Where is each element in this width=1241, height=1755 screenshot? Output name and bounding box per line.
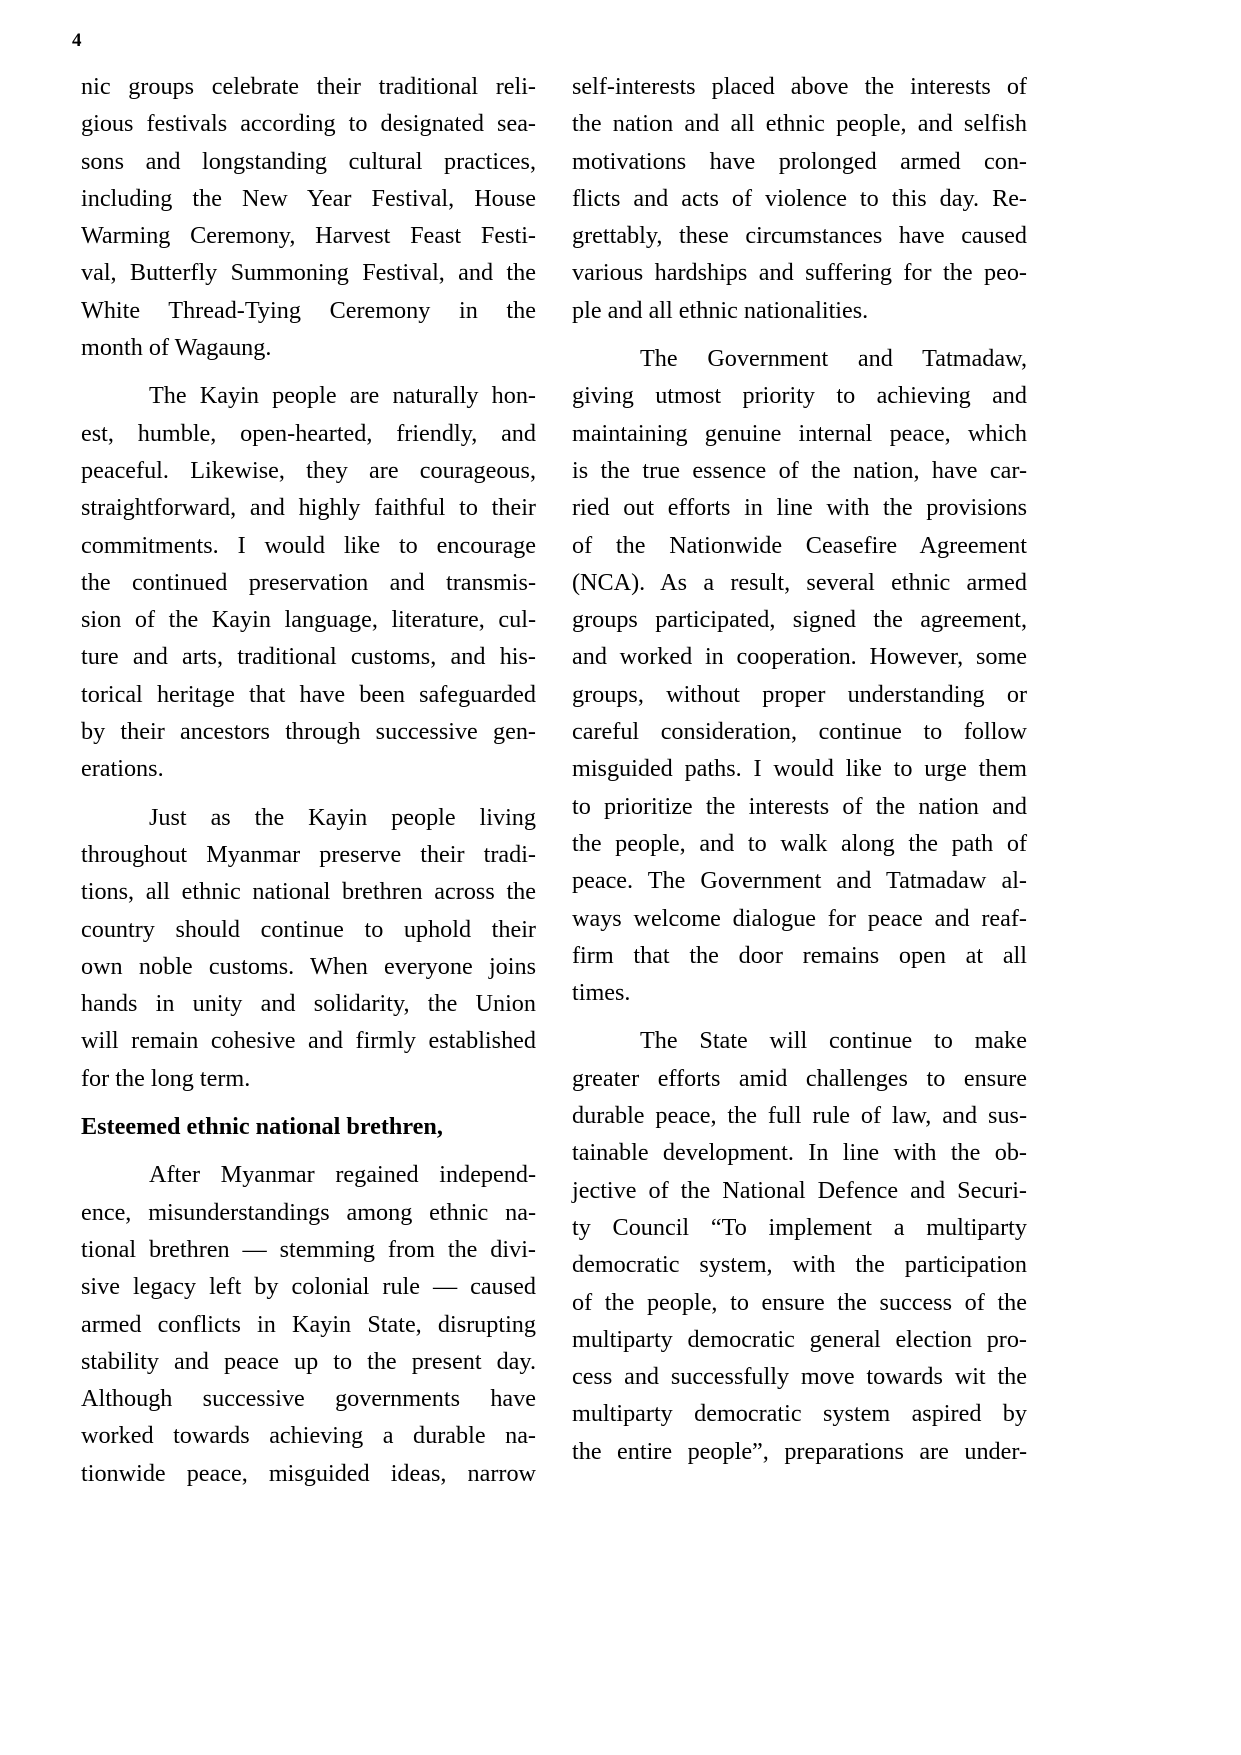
right-column bbox=[572, 68, 1027, 1481]
text-line: sons and longstanding cultural practices, bbox=[81, 147, 536, 175]
text-line: of the Nationwide Ceasefire Agreement bbox=[572, 531, 1027, 559]
text-line: worked towards achieving a durable na- bbox=[81, 1422, 536, 1450]
text-line: the entire people”, preparations are under- bbox=[572, 1437, 1027, 1465]
text-line: various hardships and suffering for the peo- bbox=[572, 259, 1027, 287]
text-line: democratic system, with the participation bbox=[572, 1251, 1027, 1279]
heading-text: Esteemed ethnic national brethren, bbox=[81, 1113, 443, 1141]
text-line: is the true essence of the nation, have car- bbox=[572, 456, 1027, 484]
text-line: the people, and to walk along the path of bbox=[572, 829, 1027, 857]
text-line: sion of the Kayin language, literature, cul- bbox=[81, 606, 536, 634]
text-line: The Kayin people are naturally hon- bbox=[149, 382, 536, 410]
text-line: self-interests placed above the interests of bbox=[572, 73, 1027, 100]
text-line: multiparty democratic general election pro- bbox=[572, 1325, 1027, 1353]
text-line: est, humble, open-hearted, friendly, and bbox=[81, 419, 536, 447]
text-line: giving utmost priority to achieving and bbox=[572, 382, 1027, 410]
text-line: nic groups celebrate their traditional reli- bbox=[81, 73, 536, 100]
text-line: groups, without proper understanding or bbox=[572, 680, 1027, 708]
text-line: firm that the door remains open at all bbox=[572, 941, 1027, 969]
text-line: hands in unity and solidarity, the Union bbox=[81, 990, 536, 1018]
text-line: the continued preservation and transmis- bbox=[81, 568, 536, 596]
text-line: White Thread-Tying Ceremony in the bbox=[81, 296, 536, 324]
text-line: greater efforts amid challenges to ensure bbox=[572, 1064, 1027, 1092]
text-line: grettably, these circumstances have caused bbox=[572, 222, 1027, 250]
left-column bbox=[81, 68, 536, 1503]
text-line: month of Wagaung. bbox=[81, 334, 272, 362]
text-line: will remain cohesive and firmly established bbox=[81, 1027, 536, 1055]
text-line: tions, all ethnic national brethren across the bbox=[81, 878, 536, 906]
text-line: The Government and Tatmadaw, bbox=[640, 345, 1027, 373]
text-line: motivations have prolonged armed con- bbox=[572, 147, 1027, 175]
text-line: the nation and all ethnic people, and selfish bbox=[572, 110, 1027, 138]
text-line: flicts and acts of violence to this day. Re- bbox=[572, 184, 1027, 212]
text-line: sive legacy left by colonial rule — caused bbox=[81, 1273, 536, 1301]
text-line: for the long term. bbox=[81, 1064, 251, 1092]
text-line: maintaining genuine internal peace, which bbox=[572, 419, 1027, 447]
text-line: misguided paths. I would like to urge them bbox=[572, 755, 1027, 783]
section-heading bbox=[81, 1108, 536, 1145]
text-line: country should continue to uphold their bbox=[81, 915, 536, 943]
text-line: cess and successfully move towards wit the bbox=[572, 1363, 1027, 1391]
text-line: straightforward, and highly faithful to their bbox=[81, 494, 536, 522]
text-line: tional brethren — stemming from the divi- bbox=[81, 1235, 536, 1263]
text-line: throughout Myanmar preserve their tradi- bbox=[81, 840, 536, 868]
text-line: and worked in cooperation. However, some bbox=[572, 643, 1027, 671]
text-line: multiparty democratic system aspired by bbox=[572, 1400, 1027, 1428]
text-line: After Myanmar regained independ- bbox=[149, 1161, 536, 1189]
text-line: times. bbox=[572, 979, 631, 1007]
text-line: stability and peace up to the present day. bbox=[81, 1347, 536, 1375]
text-line: Warming Ceremony, Harvest Feast Festi- bbox=[81, 222, 536, 250]
text-line: tionwide peace, misguided ideas, narrow bbox=[81, 1459, 536, 1487]
text-line: including the New Year Festival, House bbox=[81, 184, 536, 212]
paragraph bbox=[81, 1156, 536, 1492]
text-line: of the people, to ensure the success of the bbox=[572, 1288, 1027, 1316]
text-line: ence, misunderstandings among ethnic na- bbox=[81, 1198, 536, 1226]
text-line: erations. bbox=[81, 755, 164, 783]
text-line: own noble customs. When everyone joins bbox=[81, 952, 536, 980]
paragraph bbox=[81, 377, 536, 787]
text-line: jective of the National Defence and Securi- bbox=[572, 1176, 1027, 1204]
paragraph bbox=[572, 68, 1027, 329]
text-line: peace. The Government and Tatmadaw al- bbox=[572, 867, 1027, 895]
text-line: peaceful. Likewise, they are courageous, bbox=[81, 456, 536, 484]
text-line: armed conflicts in Kayin State, disrupting bbox=[81, 1310, 536, 1338]
text-line: gious festivals according to designated sea- bbox=[81, 110, 536, 138]
text-line: careful consideration, continue to follow bbox=[572, 718, 1027, 746]
text-line: Just as the Kayin people living bbox=[149, 803, 536, 831]
text-line: groups participated, signed the agreement, bbox=[572, 606, 1027, 634]
text-line: ple and all ethnic nationalities. bbox=[572, 296, 869, 324]
text-line: commitments. I would like to encourage bbox=[81, 531, 536, 559]
text-line: ty Council “To implement a multiparty bbox=[572, 1213, 1027, 1241]
text-line: tainable development. In line with the ob- bbox=[572, 1139, 1027, 1167]
text-line: ture and arts, traditional customs, and his- bbox=[81, 643, 536, 671]
text-line: ried out efforts in line with the provisions bbox=[572, 494, 1027, 522]
paragraph bbox=[572, 1022, 1027, 1470]
text-line: ways welcome dialogue for peace and reaf- bbox=[572, 904, 1027, 932]
text-line: durable peace, the full rule of law, and sus- bbox=[572, 1102, 1027, 1130]
text-line: torical heritage that have been safeguarded bbox=[81, 680, 536, 708]
text-line: by their ancestors through successive gen- bbox=[81, 718, 536, 746]
text-line: The State will continue to make bbox=[640, 1027, 1027, 1055]
text-line: (NCA). As a result, several ethnic armed bbox=[572, 568, 1027, 596]
paragraph bbox=[572, 340, 1027, 1011]
paragraph bbox=[81, 799, 536, 1097]
page-number: 4 bbox=[72, 30, 82, 51]
text-line: to prioritize the interests of the nation and bbox=[572, 792, 1027, 820]
paragraph bbox=[81, 68, 536, 366]
text-line: Although successive governments have bbox=[81, 1385, 536, 1413]
text-line: val, Butterfly Summoning Festival, and the bbox=[81, 259, 536, 287]
